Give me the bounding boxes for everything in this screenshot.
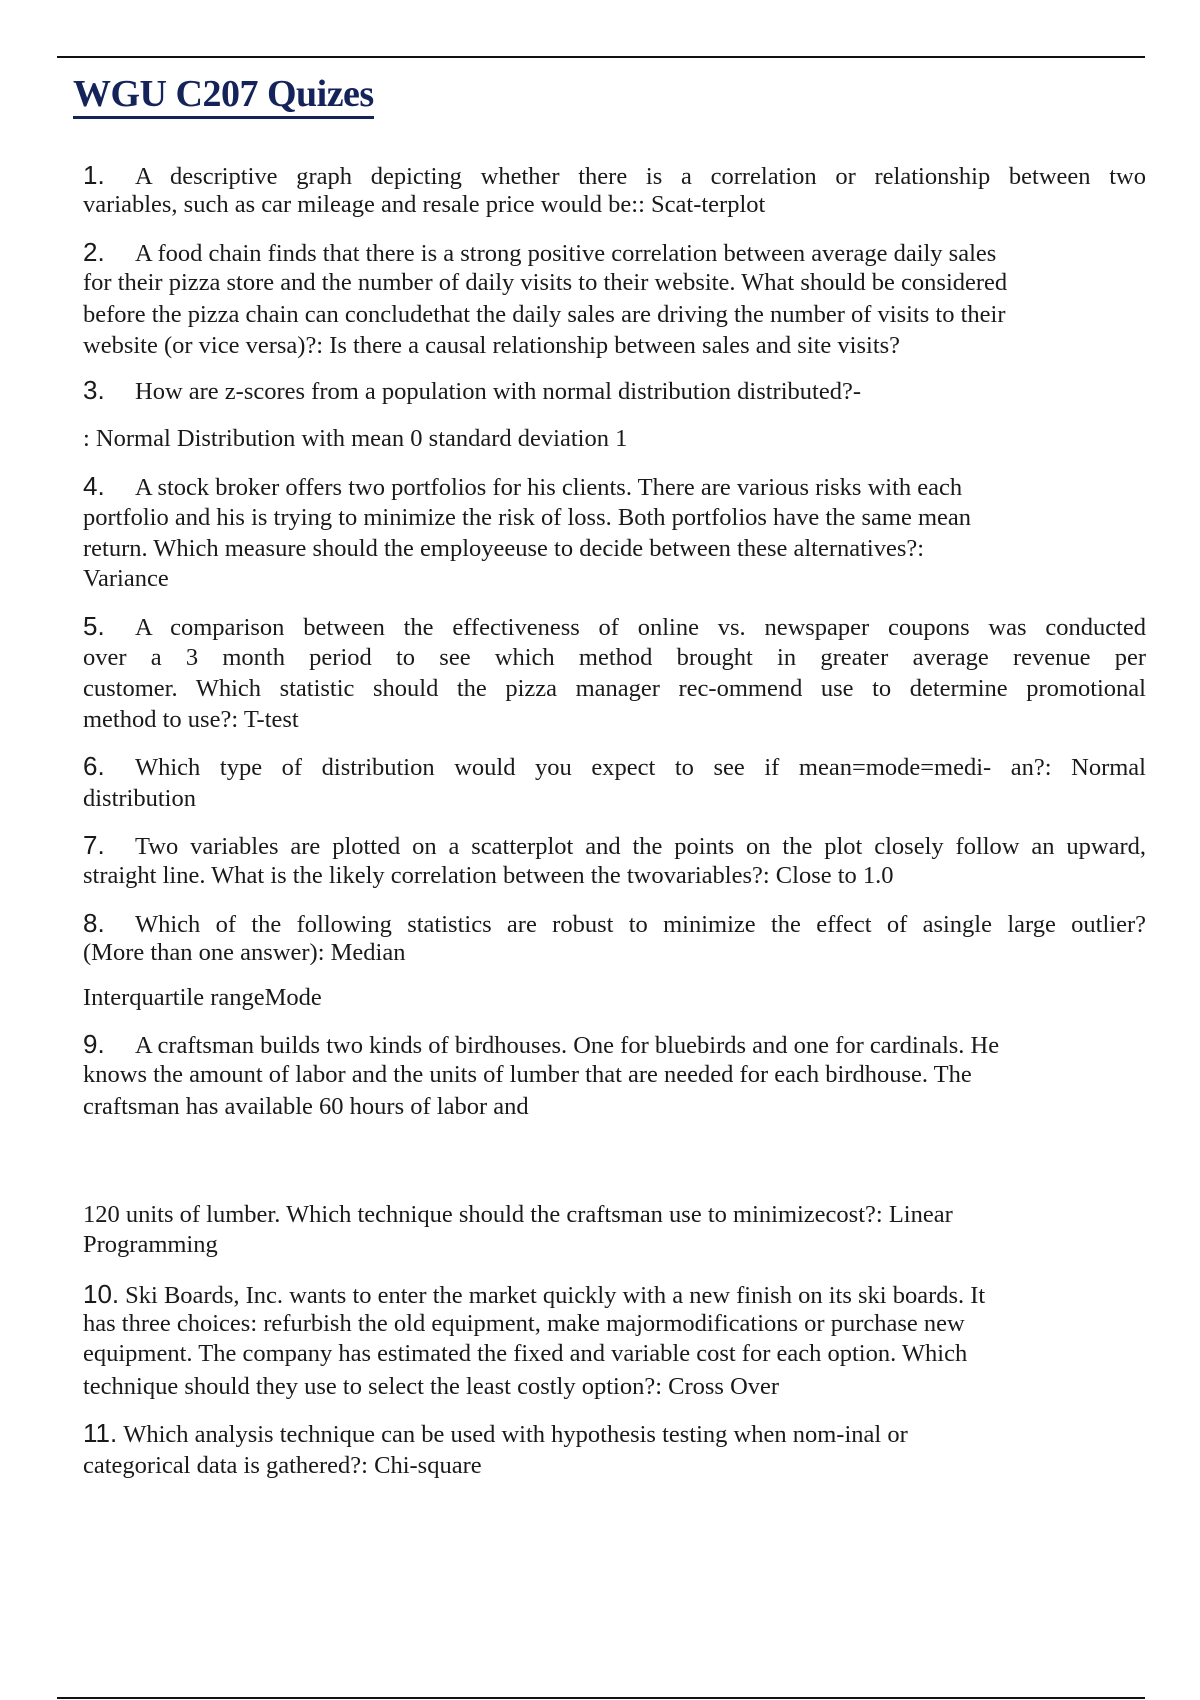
question-text: method to use?: T-test <box>83 706 299 733</box>
question-text: categorical data is gathered?: Chi-square <box>83 1452 482 1479</box>
question-1-line <box>83 189 1146 221</box>
question-text: website (or vice versa)?: Is there a causal relationship between sales and site visits? <box>83 332 901 359</box>
question-text: Ski Boards, Inc. wants to enter the market quickly with a new finish on its ski boards. It <box>125 1282 986 1309</box>
question-text: craftsman has available 60 hours of labor and <box>83 1093 529 1120</box>
question-number: 7. <box>83 830 105 860</box>
question-number: 6. <box>83 751 105 781</box>
question-number: 4. <box>83 471 105 501</box>
question-10-line <box>83 1371 1146 1403</box>
question-text: A food chain finds that there is a strong positive correlation between average daily sales <box>135 240 997 267</box>
question-4-line <box>83 563 1146 595</box>
question-number: 8. <box>83 908 105 938</box>
question-8-line <box>83 982 1146 1014</box>
question-2 <box>83 236 1146 268</box>
question-8-line <box>83 937 1146 969</box>
question-text: Two variables are plotted on a scatterplot and the points on the plot closely follow an upward, <box>135 833 1146 860</box>
question-text: technique should they use to select the least costly option?: Cross Over <box>83 1373 780 1400</box>
question-text: : Normal Distribution with mean 0 standard deviation 1 <box>83 425 628 452</box>
question-text: A descriptive graph depicting whether there is a correlation or relationship between two <box>135 163 1146 190</box>
question-text: Interquartile rangeMode <box>83 984 322 1011</box>
top-rule <box>57 56 1145 58</box>
question-text: Which of the following statistics are robust to minimize the effect of asingle large outlier? <box>135 911 1146 938</box>
question-text: distribution <box>83 785 196 812</box>
question-number: 1. <box>83 160 105 190</box>
question-4 <box>83 470 1146 502</box>
question-text: Programming <box>83 1231 218 1258</box>
question-text: equipment. The company has estimated the fixed and variable cost for each option. Which <box>83 1340 968 1367</box>
question-text: customer. Which statistic should the pizza manager rec-ommend use to determine promotional <box>83 675 1146 702</box>
question-5-line <box>83 673 1146 705</box>
question-9-line <box>83 1229 1146 1261</box>
question-5 <box>83 610 1146 642</box>
question-5-line <box>83 704 1146 736</box>
page-title: WGU C207 Quizes <box>73 72 374 119</box>
question-text: return. Which measure should the employeeuse to decide between these alternatives?: <box>83 535 925 562</box>
question-9 <box>83 1028 1146 1060</box>
question-5-line <box>83 642 1146 674</box>
question-10 <box>83 1278 1146 1310</box>
question-8 <box>83 907 1146 939</box>
question-6-line <box>83 783 1146 815</box>
question-1 <box>83 159 1146 191</box>
question-3-line <box>83 423 1146 455</box>
question-9-line <box>83 1199 1146 1231</box>
question-text: How are z-scores from a population with normal distribution distributed?- <box>135 378 861 405</box>
question-10-line <box>83 1338 1146 1370</box>
question-text: Variance <box>83 565 169 592</box>
question-text: before the pizza chain can concludethat the daily sales are driving the number of visits to their <box>83 301 1006 328</box>
question-4-line <box>83 502 1146 534</box>
question-text: Which analysis technique can be used with hypothesis testing when nom-inal or <box>123 1421 908 1448</box>
question-text: knows the amount of labor and the units of lumber that are needed for each birdhouse. The <box>83 1061 972 1088</box>
question-number: 3. <box>83 375 105 405</box>
question-2-line <box>83 267 1146 299</box>
question-3 <box>83 374 1146 406</box>
question-number: 5. <box>83 611 105 641</box>
question-text: variables, such as car mileage and resale price would be:: Scat-terplot <box>83 191 766 218</box>
question-number: 10. <box>83 1279 120 1309</box>
question-6 <box>83 750 1146 782</box>
question-text: Which type of distribution would you expect to see if mean=mode=medi- an?: Normal <box>135 754 1146 781</box>
question-text: A craftsman builds two kinds of birdhouses. One for bluebirds and one for cardinals. He <box>135 1032 1000 1059</box>
question-number: 11. <box>83 1418 118 1448</box>
question-2-line <box>83 330 1146 362</box>
question-text: has three choices: refurbish the old equipment, make majormodifications or purchase new <box>83 1310 965 1337</box>
question-text: 120 units of lumber. Which technique should the craftsman use to minimizecost?: Linear <box>83 1201 953 1228</box>
question-10-line <box>83 1308 1146 1340</box>
question-7-line <box>83 860 1146 892</box>
question-text: over a 3 month period to see which method brought in greater average revenue per <box>83 644 1146 671</box>
question-11 <box>83 1417 1146 1449</box>
question-4-line <box>83 533 1146 565</box>
question-number: 2. <box>83 237 105 267</box>
question-text: for their pizza store and the number of daily visits to their website. What should be considered <box>83 269 1008 296</box>
question-text: A comparison between the effectiveness of online vs. newspaper coupons was conducted <box>135 614 1146 641</box>
question-2-line <box>83 299 1146 331</box>
question-7 <box>83 829 1146 861</box>
question-text: (More than one answer): Median <box>83 939 406 966</box>
question-11-line <box>83 1450 1146 1482</box>
question-text: A stock broker offers two portfolios for his clients. There are various risks with each <box>135 474 963 501</box>
question-text: straight line. What is the likely correlation between the twovariables?: Close to 1.0 <box>83 862 894 889</box>
bottom-rule <box>57 1697 1145 1699</box>
question-9-line <box>83 1059 1146 1091</box>
question-9-line <box>83 1091 1146 1123</box>
question-number: 9. <box>83 1029 105 1059</box>
question-text: portfolio and his is trying to minimize the risk of loss. Both portfolios have the same mean <box>83 504 971 531</box>
